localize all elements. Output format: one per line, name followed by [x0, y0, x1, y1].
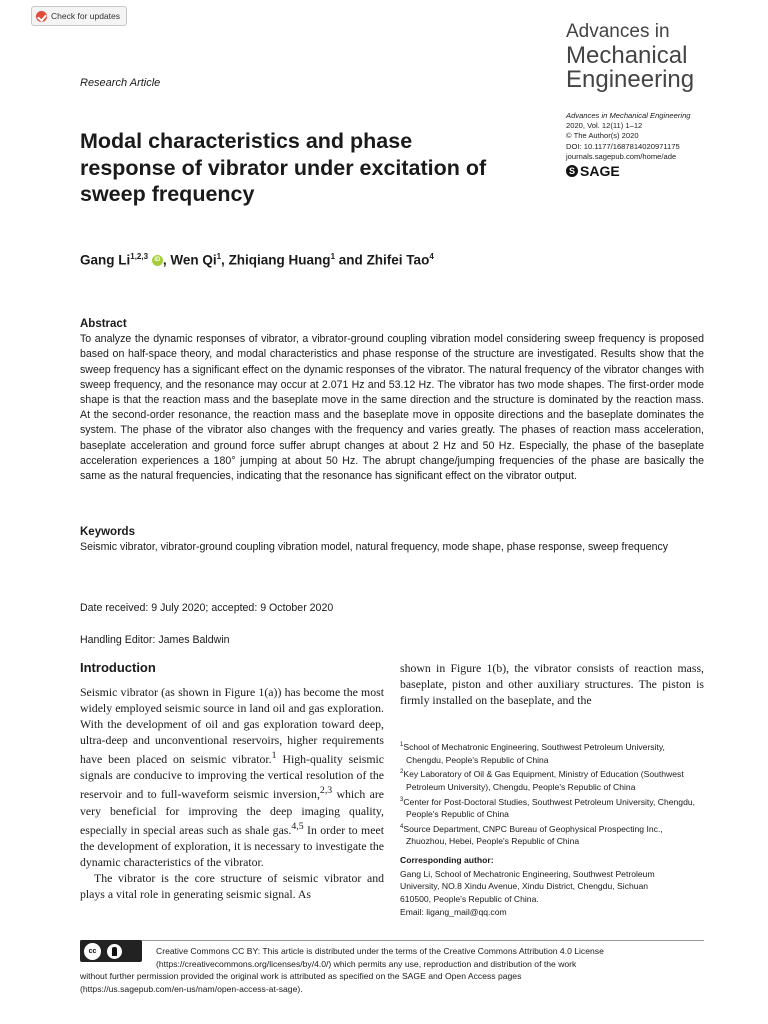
check-updates-icon — [36, 11, 47, 22]
corresponding-heading: Corresponding author: — [400, 855, 494, 865]
license-line: without further permission provided the original work is attributed as specified on the SAGE and Open Access pages — [80, 971, 522, 982]
author-affiliation-ref: 4 — [429, 252, 434, 261]
footer-divider — [80, 940, 704, 941]
introduction-heading: Introduction — [80, 660, 156, 675]
author-name[interactable]: Wen Qi — [170, 252, 217, 268]
date-received: Date received: 9 July 2020; accepted: 9 October 2020 — [80, 602, 334, 614]
corresponding-email[interactable]: Email: ligang_mail@qq.com — [400, 906, 507, 917]
author-name[interactable]: Zhiqiang Huang — [228, 252, 331, 268]
author-name[interactable]: Gang Li — [80, 252, 131, 268]
orcid-icon[interactable]: iD — [152, 255, 163, 266]
affiliation-item: $^1$School of Mechatronic Engineering, Southwest Petroleum University, Chengdu, People's Republic of China — [400, 741, 665, 765]
keywords-section — [80, 525, 704, 555]
affiliations — [400, 739, 704, 848]
journal-logo — [566, 20, 694, 92]
body-text: Seismic vibrator (as shown in Figure 1(a)) has become the most widely employed seismic source in land oil and gas exploration. With the development of oil and gas exploration toward deep, ultra-deep and unconventional reservoirs, higher requirements have been placed on seismic vibrator. — [80, 685, 384, 767]
check-updates-label: Check for updates — [51, 11, 120, 21]
abstract-section — [80, 317, 704, 484]
license-line[interactable]: (https://creativecommons.org/licenses/by/4.0/) which permits any use, reproduction and distribution of the work — [156, 958, 577, 969]
author-name[interactable]: Zhifei Tao — [366, 252, 430, 268]
meta-copyright: © The Author(s) 2020 — [566, 131, 639, 141]
author-conjunction: and — [338, 252, 363, 268]
body-column-left — [80, 684, 384, 902]
abstract-heading: Abstract — [80, 318, 127, 330]
journal-name-line3: Engineering — [566, 66, 695, 93]
abstract-text: To analyze the dynamic responses of vibrator, a vibrator-ground coupling vibration model considering sweep frequency is proposed based on half-space theory, and modal characteristics and phase response of the structure are investigated. Results show that the sweep frequency has a significant effect on the dynamic responses of the vibrator. The natural frequency of the vibrator changes with sweep frequency, and the resonance may occur at 2.071 Hz and 53.12 Hz. The vibrator has two mode shapes. The first-order mode shape is that the reaction mass and the baseplate move in the same direction and the structure is dominated by the reaction mass. At the second-order resonance, the reaction mass and the baseplate move in opposite directions and the baseplate dominates the system. The phase of the vibrator also changes with the frequency and varies greatly. The phases of reaction mass acceleration, baseplate acceleration and ground force suffer abrupt changes at about 2 Hz and 50 Hz. Especially, the phase of the baseplate acceleration experiences a 180° jumping at about 50 Hz. The abrupt change/jumping frequencies of the phase are basically the same as the natural frequencies, indicating that the resonance has significant effect on the vibrator output. — [80, 333, 704, 483]
check-for-updates-button[interactable] — [31, 6, 127, 26]
sage-icon: S — [566, 165, 578, 177]
corresponding-line: 610500, People's Republic of China. — [400, 894, 539, 905]
corresponding-line: Gang Li, School of Mechatronic Engineering, Southwest Petroleum — [400, 868, 655, 879]
author-list: Gang Li$^{1,2,3}$ iD , Wen Qi$^1$, Zhiqiang Huang$^1$ and Zhifei Tao$^4$ — [80, 252, 434, 268]
publisher-logo — [566, 163, 620, 179]
article-title: Modal characteristics and phase response of vibrator under excitation of sweep frequency — [80, 129, 487, 206]
citation-ref[interactable]: 2,3 — [319, 785, 333, 797]
affiliation-item: $^4$Source Department, CNPC Bureau of Geophysical Prospecting Inc., Zhuozhou, Hebei, People's Republic of China — [400, 823, 663, 847]
handling-editor: Handling Editor: James Baldwin — [80, 634, 230, 646]
body-paragraph: shown in Figure 1(b), the vibrator consists of reaction mass, baseplate, piston and other auxiliary structures. The piston is firmly installed on the baseplate, and the — [400, 661, 704, 708]
publisher-name: SAGE — [580, 163, 620, 179]
body-text: In order to meet the development of exploration, it is necessary to investigate the dynamic characteristics of the vibrator. — [80, 822, 384, 869]
cc-icon: cc — [84, 943, 101, 960]
author-affiliation-ref: 1 — [330, 252, 336, 261]
author-affiliation-ref: 1 — [216, 252, 222, 261]
affiliation-item: $^2$Key Laboratory of Oil & Gas Equipment, Ministry of Education (Southwest Petroleum University), Chengdu, People's Republic of China — [400, 769, 684, 792]
meta-volume: 2020, Vol. 12(11) 1–12 — [566, 121, 643, 131]
body-paragraph — [80, 684, 384, 870]
keywords-text: Seismic vibrator, vibrator-ground coupling vibration model, natural frequency, mode shape, phase response, sweep frequency — [80, 541, 669, 553]
license-line[interactable]: (https://us.sagepub.com/en-us/nam/open-access-at-sage). — [80, 984, 303, 995]
corresponding-line: University, NO.8 Xindu Avenue, Xindu District, Chengdu, Sichuan — [400, 881, 649, 892]
citation-ref[interactable]: 1 — [271, 750, 277, 762]
body-paragraph: The vibrator is the core structure of seismic vibrator and plays a vital role in generating seismic signal. As — [80, 870, 384, 901]
corresponding-author — [400, 854, 704, 919]
affiliation-item: $^3$Center for Post-Doctoral Studies, Southwest Petroleum University, Chengdu, People's Republic of China — [400, 796, 696, 820]
meta-doi[interactable]: DOI: 10.1177/1687814020971175 — [566, 141, 680, 151]
license-line: Creative Commons CC BY: This article is distributed under the terms of the Creative Commons Attribution 4.0 License — [156, 946, 604, 956]
body-text: which are very beneficial for improving the deep imaging quality, especially in special areas such as shale gas. — [80, 787, 384, 837]
body-text: High-quality seismic signals are conducive to improving the vertical resolution of the reservoir and to full-waveform seismic inversion, — [80, 752, 385, 802]
journal-name-line1: Advances in — [566, 21, 670, 42]
body-column-right — [400, 660, 704, 708]
article-type: Research Article — [80, 77, 161, 89]
meta-url[interactable]: journals.sagepub.com/home/ade — [566, 151, 677, 161]
author-affiliation-ref: 1,2,3 — [130, 252, 149, 261]
citation-ref[interactable]: 4,5 — [291, 820, 304, 832]
citation-meta — [566, 111, 691, 162]
meta-journal: Advances in Mechanical Engineering — [566, 111, 691, 120]
journal-name-line2: Mechanical — [566, 42, 688, 69]
keywords-heading: Keywords — [80, 526, 135, 538]
license-text — [80, 945, 704, 996]
